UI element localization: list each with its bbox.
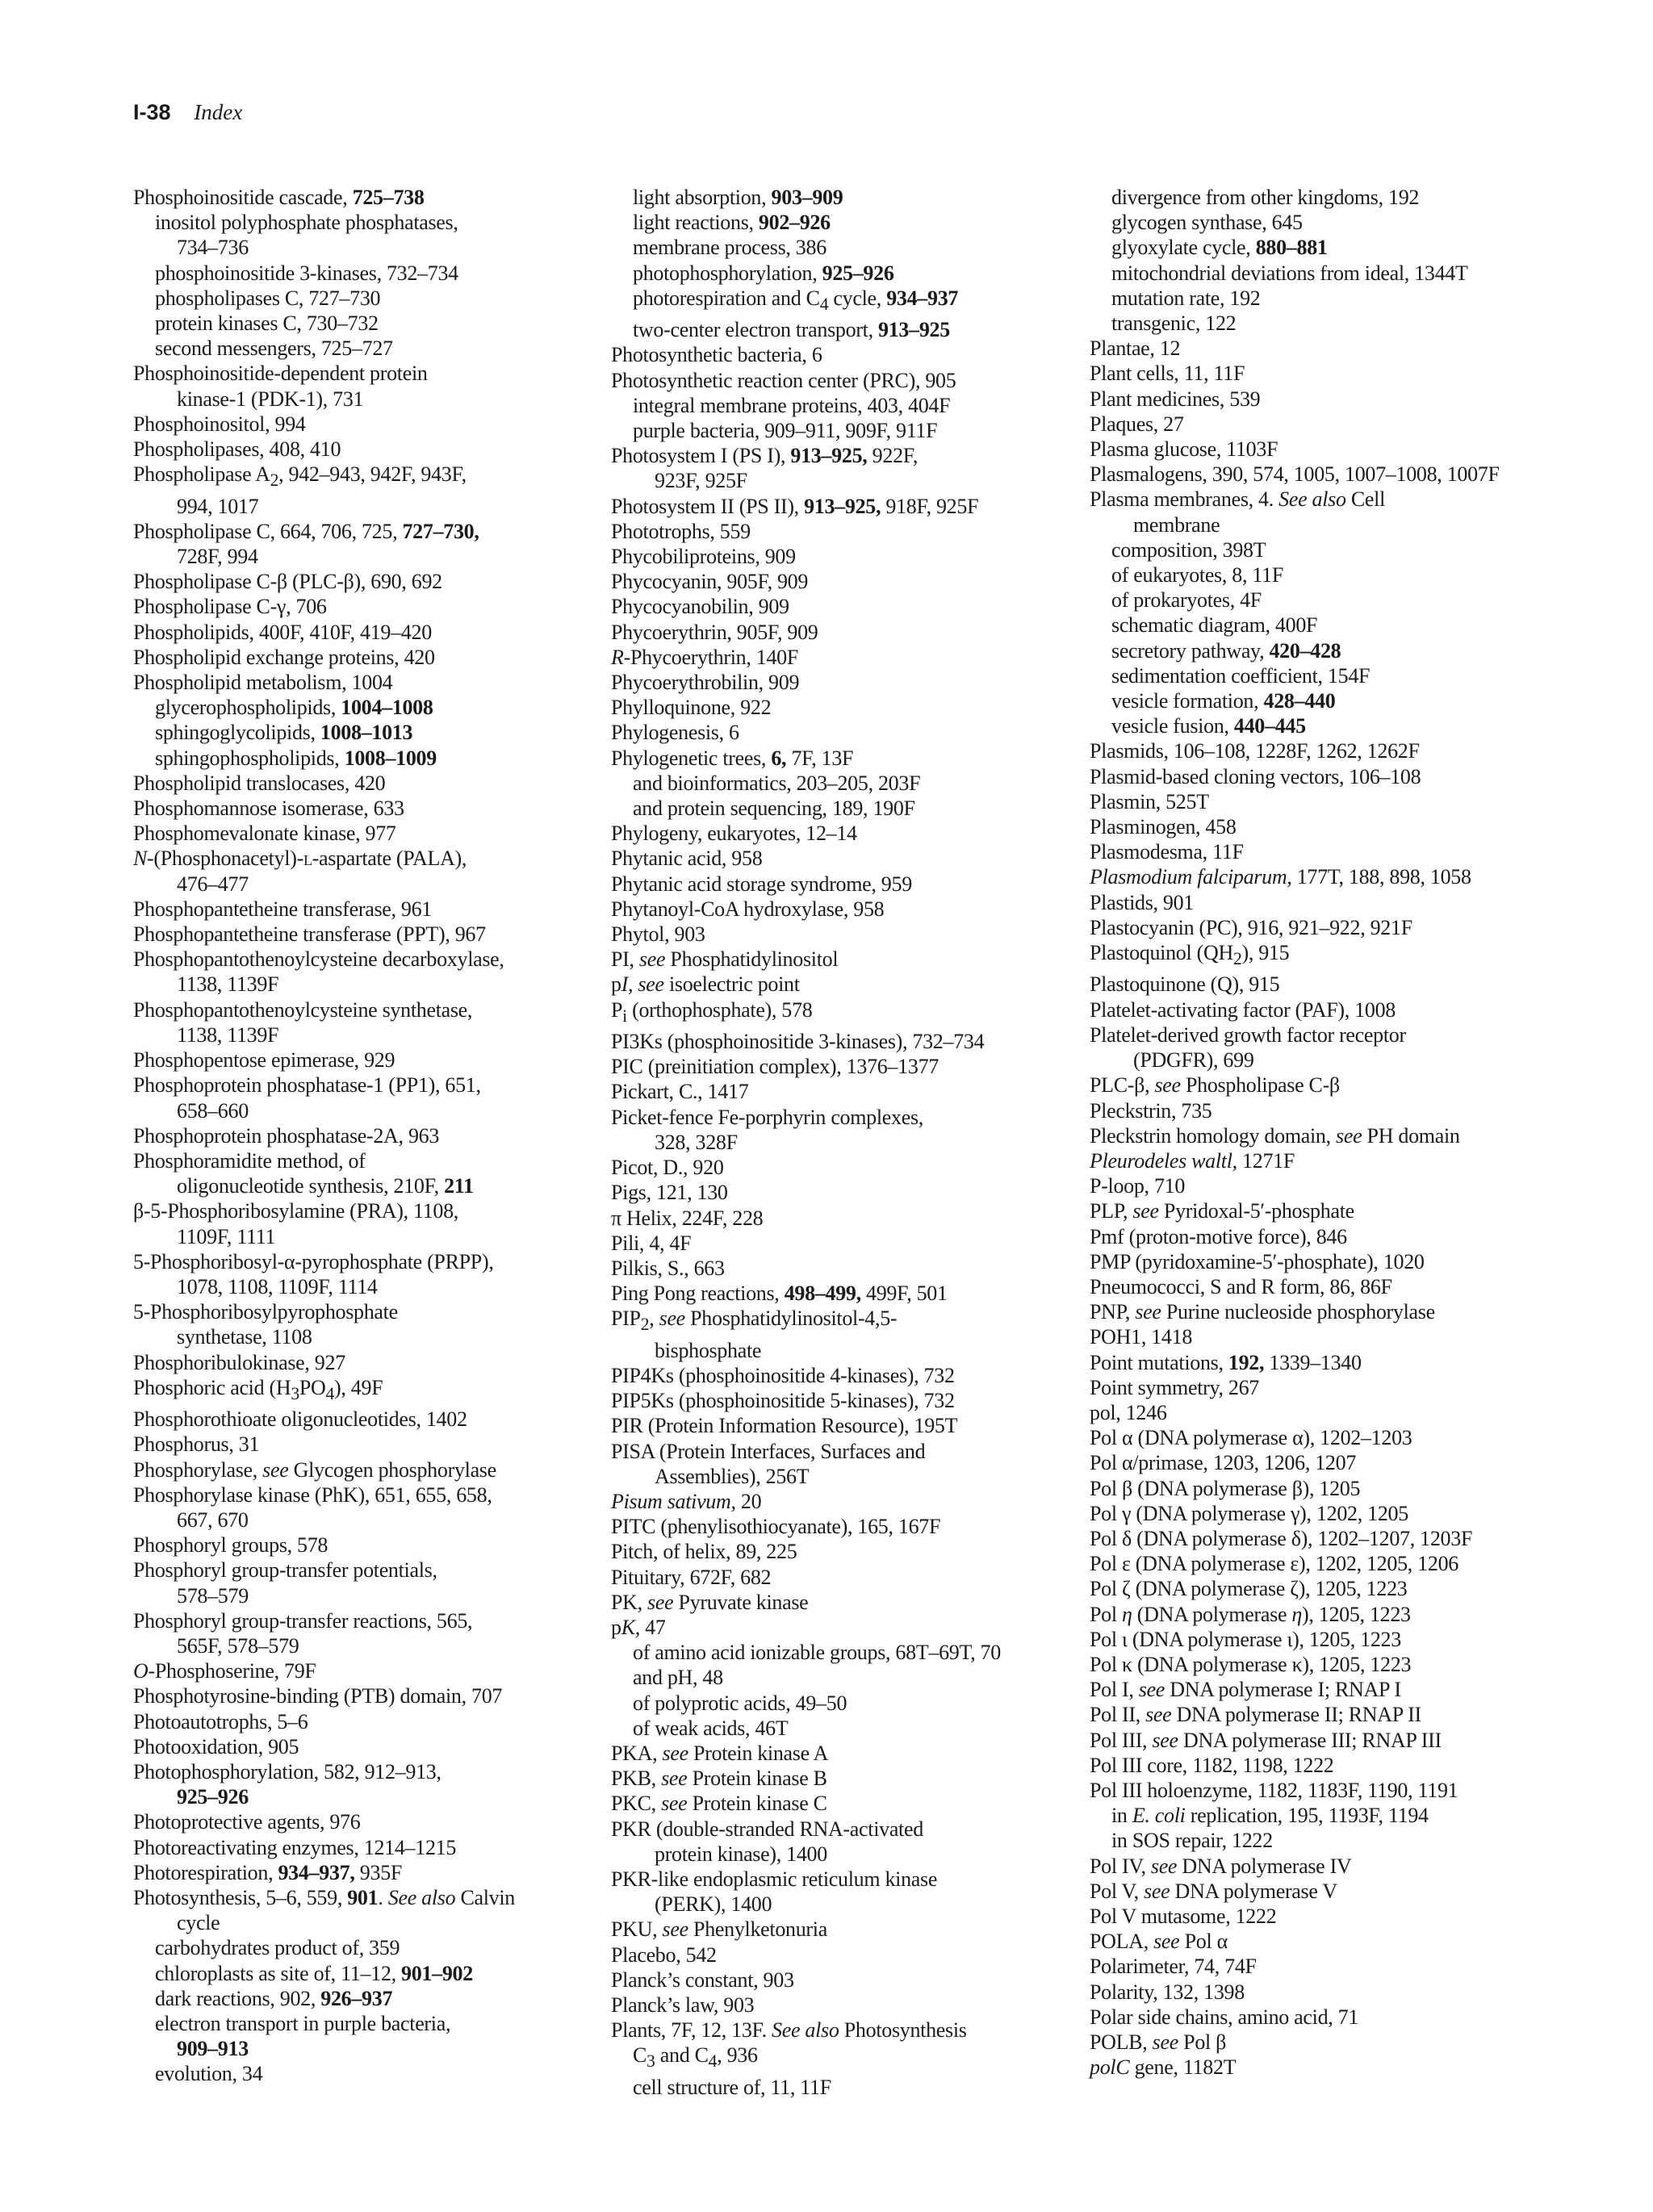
index-entry: Pituitary, 672F, 682 (611, 1565, 772, 1589)
index-subentry: oligonucleotide synthesis, 210F, 211 (177, 1174, 474, 1198)
index-entry: Phylogenesis, 6 (611, 721, 739, 745)
index-entry: Phosphorothioate oligonucleotides, 1402 (133, 1407, 467, 1432)
index-entry: Plantae, 12 (1090, 337, 1181, 361)
index-entry: Photosynthetic reaction center (PRC), 905 (611, 368, 956, 392)
index-entry: O-Phosphoserine, 79F (133, 1659, 316, 1683)
index-entry: Phosphoribulokinase, 927 (133, 1350, 345, 1374)
index-entry: PLC-β, see Phospholipase C-β (1090, 1073, 1340, 1098)
index-subentry: synthetase, 1108 (177, 1325, 312, 1349)
index-entry: Pol δ (DNA polymerase δ), 1202–1207, 1203F (1090, 1526, 1473, 1550)
index-entry: PKR-like endoplasmic reticulum kinase (611, 1867, 938, 1891)
index-entry: PI, see Phosphatidylinositol (611, 947, 839, 972)
index-entry: Ping Pong reactions, 498–499, 499F, 501 (611, 1282, 948, 1306)
index-entry: Plaques, 27 (1090, 412, 1184, 436)
index-subentry: integral membrane proteins, 403, 404F (633, 393, 951, 417)
index-entry: Plasma glucose, 1103F (1090, 437, 1278, 462)
index-subentry: (PERK), 1400 (655, 1892, 772, 1917)
index-entry: PNP, see Purine nucleoside phosphorylase (1090, 1300, 1435, 1324)
index-entry: PKR (double-stranded RNA-activated (611, 1817, 923, 1841)
index-entry: PKU, see Phenylketonuria (611, 1917, 827, 1942)
index-subentry: mitochondrial deviations from ideal, 1344T (1111, 261, 1468, 285)
index-entry: Planck’s constant, 903 (611, 1967, 794, 1992)
index-entry: Phosphopantothenoylcysteine synthetase, (133, 997, 473, 1022)
index-subentry: 994, 1017 (177, 494, 259, 518)
index-entry: Phospholipase C, 664, 706, 725, 727–730, (133, 519, 479, 543)
index-entry: pol, 1246 (1090, 1400, 1167, 1424)
index-entry: Pol β (DNA polymerase β), 1205 (1090, 1476, 1361, 1500)
index-entry: Photosystem I (PS I), 913–925, 922F, (611, 444, 919, 468)
index-entry: PKA, see Protein kinase A (611, 1741, 829, 1765)
index-subentry: $C_3$ and $C_4$, 936 (633, 2043, 758, 2072)
index-subentry: (PDGFR), 699 (1133, 1048, 1254, 1073)
index-subentry: carbohydrates product of, 359 (155, 1936, 400, 1960)
index-entry: Picot, D., 920 (611, 1156, 724, 1180)
index-subentry: protein kinases C, 730–732 (155, 312, 379, 336)
index-entry: Planck’s law, 903 (611, 1992, 755, 2017)
index-entry: Point symmetry, 267 (1090, 1375, 1260, 1399)
index-entry: Phospholipid translocases, 420 (133, 771, 386, 795)
index-subentry: 1138, 1139F (177, 972, 279, 997)
index-entry: Phospholipases, 408, 410 (133, 437, 341, 462)
index-entry: Photophosphorylation, 582, 912–913, (133, 1759, 441, 1783)
index-entry: Pol α (DNA polymerase α), 1202–1203 (1090, 1426, 1412, 1450)
index-entry: Phototrophs, 559 (611, 519, 751, 543)
index-entry: Pleckstrin, 735 (1090, 1098, 1212, 1123)
index-subentry: chloroplasts as site of, 11–12, 901–902 (155, 1961, 473, 1985)
index-subentry: sedimentation coefficient, 154F (1111, 663, 1371, 688)
index-entry: PIC (preinitiation complex), 1376–1377 (611, 1055, 939, 1079)
index-subentry: phospholipases C, 727–730 (155, 286, 381, 310)
index-subentry: transgenic, 122 (1111, 312, 1237, 336)
index-entry: Pol IV, see DNA polymerase IV (1090, 1854, 1352, 1878)
index-entry: Pol ε (DNA polymerase ε), 1202, 1205, 1206 (1090, 1552, 1458, 1576)
index-entry: Phospholipid metabolism, 1004 (133, 671, 393, 695)
index-entry: Phospholipids, 400F, 410F, 419–420 (133, 620, 432, 644)
index-entry: Plasmalogens, 390, 574, 1005, 1007–1008, 1007F (1090, 462, 1500, 487)
index-subentry: mutation rate, 192 (1111, 286, 1261, 310)
page-title: Index (194, 100, 243, 124)
index-entry: Phospholipase $A_2$, 942–943, 942F, 943F, (133, 462, 467, 491)
index-subentry: electron transport in purple bacteria, (155, 2012, 451, 2035)
index-subentry: 328, 328F (655, 1130, 738, 1154)
index-entry: pI, see isoelectric point (611, 972, 800, 997)
index-subentry: sphingoglycolipids, 1008–1013 (155, 721, 413, 745)
index-entry: Phosphopentose epimerase, 929 (133, 1048, 395, 1073)
index-entry: Phycobiliproteins, 909 (611, 545, 796, 569)
index-entry: Plasmid-based cloning vectors, 106–108 (1090, 764, 1421, 788)
index-subentry: glycogen synthase, 645 (1111, 211, 1303, 235)
index-entry: Placebo, 542 (611, 1942, 717, 1967)
index-entry: Pleurodeles waltl, 1271F (1090, 1148, 1295, 1173)
index-subentry: Assemblies), 256T (655, 1464, 810, 1488)
index-entry: Plant cells, 11, 11F (1090, 362, 1245, 386)
index-entry: Phosphoryl group-transfer potentials, (133, 1558, 437, 1583)
index-entry: Plasmids, 106–108, 1228F, 1262, 1262F (1090, 739, 1420, 763)
index-entry: Pleckstrin homology domain, see PH domain (1090, 1123, 1460, 1148)
index-entry: Phosphoinositol, 994 (133, 412, 306, 436)
index-entry: Photorespiration, 934–937, 935F (133, 1860, 403, 1884)
index-entry: Phospholipase C-β (PLC-β), 690, 692 (133, 570, 442, 594)
index-entry: Photosynthesis, 5–6, 559, 901. See also Calvin (133, 1885, 516, 1909)
index-entry: Phytanic acid, 958 (611, 847, 763, 871)
index-entry: Pol III, see DNA polymerase III; RNAP III (1090, 1728, 1442, 1752)
page-header (133, 100, 242, 125)
index-entry: P-loop, 710 (1090, 1174, 1186, 1198)
index-subentry: evolution, 34 (155, 2062, 263, 2086)
index-subentry: and protein sequencing, 189, 190F (633, 797, 915, 821)
index-subentry: 658–660 (177, 1098, 249, 1123)
index-entry: β-5-Phosphoribosylamine (PRA), 1108, (133, 1199, 459, 1223)
index-entry: Phospholipase C-γ, 706 (133, 595, 327, 619)
index-subentry: bisphosphate (655, 1338, 762, 1362)
index-subentry: vesicle formation, 428–440 (1111, 689, 1336, 713)
index-entry: polC gene, 1182T (1090, 2055, 1237, 2080)
index-entry: Phytanic acid storage syndrome, 959 (611, 872, 912, 896)
index-entry: Pol III core, 1182, 1198, 1222 (1090, 1753, 1334, 1777)
index-entry: Photoprotective agents, 976 (133, 1810, 361, 1834)
index-entry: Photosystem II (PS II), 913–925, 918F, 925F (611, 494, 979, 518)
index-subentry: 734–736 (177, 236, 249, 260)
index-entry: π Helix, 224F, 228 (611, 1206, 764, 1230)
index-subentry: of polyprotic acids, 49–50 (633, 1691, 847, 1715)
index-entry: Pol III holoenzyme, 1182, 1183F, 1190, 1191 (1090, 1778, 1458, 1802)
index-entry: Plants, 7F, 12, 13F. See also Photosynthesis (611, 2018, 967, 2043)
index-subentry: of weak acids, 46T (633, 1716, 789, 1740)
index-subentry: 728F, 994 (177, 545, 258, 569)
index-entry: Phycoerythrobilin, 909 (611, 671, 800, 695)
index-entry: POLB, see Pol β (1090, 2030, 1227, 2055)
index-entry: Phycoerythrin, 905F, 909 (611, 620, 818, 644)
index-subentry: 1138, 1139F (177, 1022, 279, 1047)
index-entry: Phosphopantothenoylcysteine decarboxylase, (133, 947, 504, 972)
index-subentry: protein kinase), 1400 (655, 1842, 827, 1866)
index-entry: PIP4Ks (phosphoinositide 4-kinases), 732 (611, 1363, 955, 1387)
index-entry: Phosphomannose isomerase, 633 (133, 797, 404, 821)
index-entry: Polarity, 132, 1398 (1090, 1980, 1245, 2004)
index-entry: Phosphoric acid $(H_3PO_4)$, 49F (133, 1375, 383, 1403)
index-entry: Plasmodesma, 11F (1090, 840, 1244, 864)
index-entry: Photoreactivating enzymes, 1214–1215 (133, 1835, 457, 1859)
index-subentry: sphingophospholipids, 1008–1009 (155, 746, 437, 770)
index-subentry: membrane process, 386 (633, 236, 826, 260)
index-entry: Phycocyanobilin, 909 (611, 595, 789, 619)
index-subentry: cell structure of, 11, 11F (633, 2075, 831, 2099)
index-entry: Pol V mutasome, 1222 (1090, 1905, 1277, 1928)
index-entry: Phosphoprotein phosphatase-1 (PP1), 651, (133, 1073, 481, 1098)
index-subentry: 925–926 (177, 1785, 249, 1809)
index-entry: Pol κ (DNA polymerase κ), 1205, 1223 (1090, 1652, 1412, 1676)
index-entry: Pili, 4, 4F (611, 1231, 692, 1255)
index-subentry: 565F, 578–579 (177, 1633, 299, 1658)
index-entry: Phosphomevalonate kinase, 977 (133, 822, 396, 846)
index-entry: Plastoquinone (Q), 915 (1090, 972, 1280, 997)
index-subentry: light reactions, 902–926 (633, 211, 831, 235)
index-subentry: secretory pathway, 420–428 (1111, 638, 1341, 663)
index-entry: $P_i$ (orthophosphate), 578 (611, 997, 813, 1026)
index-entry: PMP (pyridoxamine-5′-phosphate), 1020 (1090, 1249, 1425, 1273)
index-subentry: and pH, 48 (633, 1666, 723, 1690)
index-entry: Phosphoinositide cascade, 725–738 (133, 186, 425, 209)
index-entry: Pisum sativum, 20 (611, 1489, 762, 1513)
index-subentry: and bioinformatics, 203–205, 203F (633, 771, 921, 795)
index-entry: Pol II, see DNA polymerase II; RNAP II (1090, 1703, 1421, 1727)
index-entry: Picket-fence Fe-porphyrin complexes, (611, 1105, 924, 1129)
index-subentry: two-center electron transport, 913–925 (633, 318, 950, 342)
index-entry: Phylogenetic trees, 6, 7F, 13F (611, 746, 854, 770)
index-subentry: 476–477 (177, 872, 249, 896)
index-subentry: glycerophospholipids, 1004–1008 (155, 696, 433, 720)
index-entry: Phosphorylase, see Glycogen phosphorylase (133, 1457, 496, 1482)
index-entry: Plasmin, 525T (1090, 789, 1209, 813)
index-entry: N-(Phosphonacetyl)-l-aspartate (PALA), (133, 847, 467, 871)
index-subentry: photophosphorylation, 925–926 (633, 261, 894, 285)
index-entry: Phosphopantetheine transferase (PPT), 967 (133, 922, 486, 947)
index-subentry: divergence from other kingdoms, 192 (1111, 186, 1420, 209)
index-subentry: membrane (1133, 512, 1220, 537)
index-subentry: 1078, 1108, 1109F, 1114 (177, 1274, 378, 1298)
index-column-2 (611, 185, 1087, 2100)
index-entry: PLP, see Pyridoxal-5′-phosphate (1090, 1199, 1354, 1223)
index-entry: PK, see Pyruvate kinase (611, 1590, 809, 1614)
index-entry: PI3Ks (phosphoinositide 3-kinases), 732–734 (611, 1030, 985, 1054)
index-entry: Platelet-activating factor (PAF), 1008 (1090, 997, 1396, 1022)
index-entry: Pol α/primase, 1203, 1206, 1207 (1090, 1451, 1357, 1475)
index-entry: Pneumococci, S and R form, 86, 86F (1090, 1274, 1392, 1298)
index-entry: $PIP_2$, see Phosphatidylinositol-4,5- (611, 1307, 898, 1335)
index-entry: Plastids, 901 (1090, 890, 1195, 914)
index-subentry: 1109F, 1111 (177, 1224, 276, 1248)
index-entry: Phosphopantetheine transferase, 961 (133, 897, 433, 921)
index-entry: PITC (phenylisothiocyanate), 165, 167F (611, 1515, 941, 1539)
index-subentry: 578–579 (177, 1583, 249, 1608)
index-entry: Pol ζ (DNA polymerase ζ), 1205, 1223 (1090, 1577, 1408, 1601)
index-subentry: 667, 670 (177, 1507, 249, 1532)
index-entry: Pol I, see DNA polymerase I; RNAP I (1090, 1678, 1401, 1702)
index-entry: Phycocyanin, 905F, 909 (611, 570, 809, 594)
index-entry: Phosphotyrosine-binding (PTB) domain, 707 (133, 1684, 503, 1708)
index-entry: PIP5Ks (phosphoinositide 5-kinases), 732 (611, 1389, 955, 1413)
index-subentry: in E. coli replication, 195, 1193F, 1194 (1111, 1804, 1429, 1828)
index-entry: Plastoquinol $(QH_2)$, 915 (1090, 941, 1290, 969)
index-subentry: schematic diagram, 400F (1111, 613, 1318, 638)
index-subentry: of eukaryotes, 8, 11F (1111, 563, 1283, 587)
index-entry: pK, 47 (611, 1615, 666, 1639)
index-entry: 5-Phosphoribosyl-α-pyrophosphate (PRPP), (133, 1249, 494, 1273)
index-entry: Phytol, 903 (611, 922, 705, 947)
index-entry: Pitch, of helix, 89, 225 (611, 1540, 797, 1564)
index-subentry: purple bacteria, 909–911, 909F, 911F (633, 419, 938, 443)
index-entry: Phosphoryl group-transfer reactions, 565, (133, 1608, 473, 1633)
index-column-3 (1090, 185, 1574, 2080)
index-entry: Plasminogen, 458 (1090, 815, 1237, 839)
index-entry: PISA (Protein Interfaces, Surfaces and (611, 1439, 926, 1463)
index-entry: Phosphorus, 31 (133, 1432, 260, 1457)
index-entry: Plasmodium falciparum, 177T, 188, 898, 1058 (1090, 865, 1471, 889)
index-subentry: composition, 398T (1111, 537, 1266, 562)
index-subentry: inositol polyphosphate phosphatases, (155, 211, 458, 235)
index-entry: Pmf (proton-motive force), 846 (1090, 1224, 1347, 1248)
index-entry: 5-Phosphoribosylpyrophosphate (133, 1300, 398, 1324)
index-entry: Phytanoyl-CoA hydroxylase, 958 (611, 897, 885, 921)
index-entry: Phosphoinositide-dependent protein (133, 362, 428, 386)
index-entry: Plasma membranes, 4. See also Cell (1090, 487, 1386, 512)
index-subentry: light absorption, 903–909 (633, 186, 843, 209)
index-entry: Plastocyanin (PC), 916, 921–922, 921F (1090, 915, 1412, 939)
index-entry: Phosphorylase kinase (PhK), 651, 655, 658, (133, 1482, 492, 1507)
index-entry: PIR (Protein Information Resource), 195T (611, 1414, 958, 1438)
index-subentry: second messengers, 725–727 (155, 337, 393, 361)
index-entry: Pilkis, S., 663 (611, 1256, 725, 1280)
index-entry: Photosynthetic bacteria, 6 (611, 343, 822, 367)
index-entry: Photooxidation, 905 (133, 1734, 299, 1758)
index-entry: PKC, see Protein kinase C (611, 1792, 827, 1816)
index-column-1 (133, 185, 617, 2087)
index-subentry: of prokaryotes, 4F (1111, 588, 1262, 613)
index-entry: POH1, 1418 (1090, 1325, 1193, 1349)
index-subentry: phosphoinositide 3-kinases, 732–734 (155, 261, 458, 285)
index-entry: Point mutations, 192, 1339–1340 (1090, 1350, 1362, 1374)
index-entry: Phylogeny, eukaryotes, 12–14 (611, 822, 857, 846)
index-subentry: 909–913 (177, 2037, 249, 2061)
index-subentry: in SOS repair, 1222 (1111, 1829, 1273, 1853)
index-entry: Pickart, C., 1417 (611, 1080, 749, 1104)
index-entry: Platelet-derived growth factor receptor (1090, 1022, 1406, 1047)
index-entry: Phylloquinone, 922 (611, 696, 772, 720)
index-entry: Photoautotrophs, 5–6 (133, 1709, 308, 1733)
index-entry: R-Phycoerythrin, 140F (611, 645, 799, 669)
index-subentry: dark reactions, 902, 926–937 (155, 1986, 393, 2010)
index-entry: Pol ι (DNA polymerase ι), 1205, 1223 (1090, 1627, 1401, 1651)
index-entry: Phosphoryl groups, 578 (133, 1533, 329, 1558)
page-number: I-38 (133, 100, 171, 124)
index-entry: Pol V, see DNA polymerase V (1090, 1879, 1337, 1903)
index-subentry: glyoxylate cycle, 880–881 (1111, 236, 1328, 260)
index-entry: POLA, see Pol α (1090, 1930, 1228, 1954)
index-subentry: 923F, 925F (655, 469, 747, 493)
index-entry: Polar side chains, amino acid, 71 (1090, 2005, 1359, 2029)
index-entry: Plant medicines, 539 (1090, 387, 1261, 411)
index-subentry: kinase-1 (PDK-1), 731 (177, 387, 364, 411)
index-subentry: vesicle fusion, 440–445 (1111, 714, 1306, 738)
index-entry: Pol η (DNA polymerase η), 1205, 1223 (1090, 1602, 1411, 1626)
index-entry: Phosphoprotein phosphatase-2A, 963 (133, 1123, 440, 1148)
index-entry: PKB, see Protein kinase B (611, 1767, 827, 1791)
index-entry: Phosphoramidite method, of (133, 1148, 366, 1173)
index-entry: Polarimeter, 74, 74F (1090, 1955, 1257, 1979)
index-entry: Pol γ (DNA polymerase γ), 1202, 1205 (1090, 1501, 1408, 1525)
index-subentry: photorespiration and $C_4$ cycle, 934–937 (633, 286, 959, 314)
index-subentry: cycle (177, 1911, 220, 1935)
index-subentry: of amino acid ionizable groups, 68T–69T, 70 (633, 1641, 1001, 1665)
index-entry: Pigs, 121, 130 (611, 1181, 728, 1205)
index-entry: Phospholipid exchange proteins, 420 (133, 645, 435, 669)
